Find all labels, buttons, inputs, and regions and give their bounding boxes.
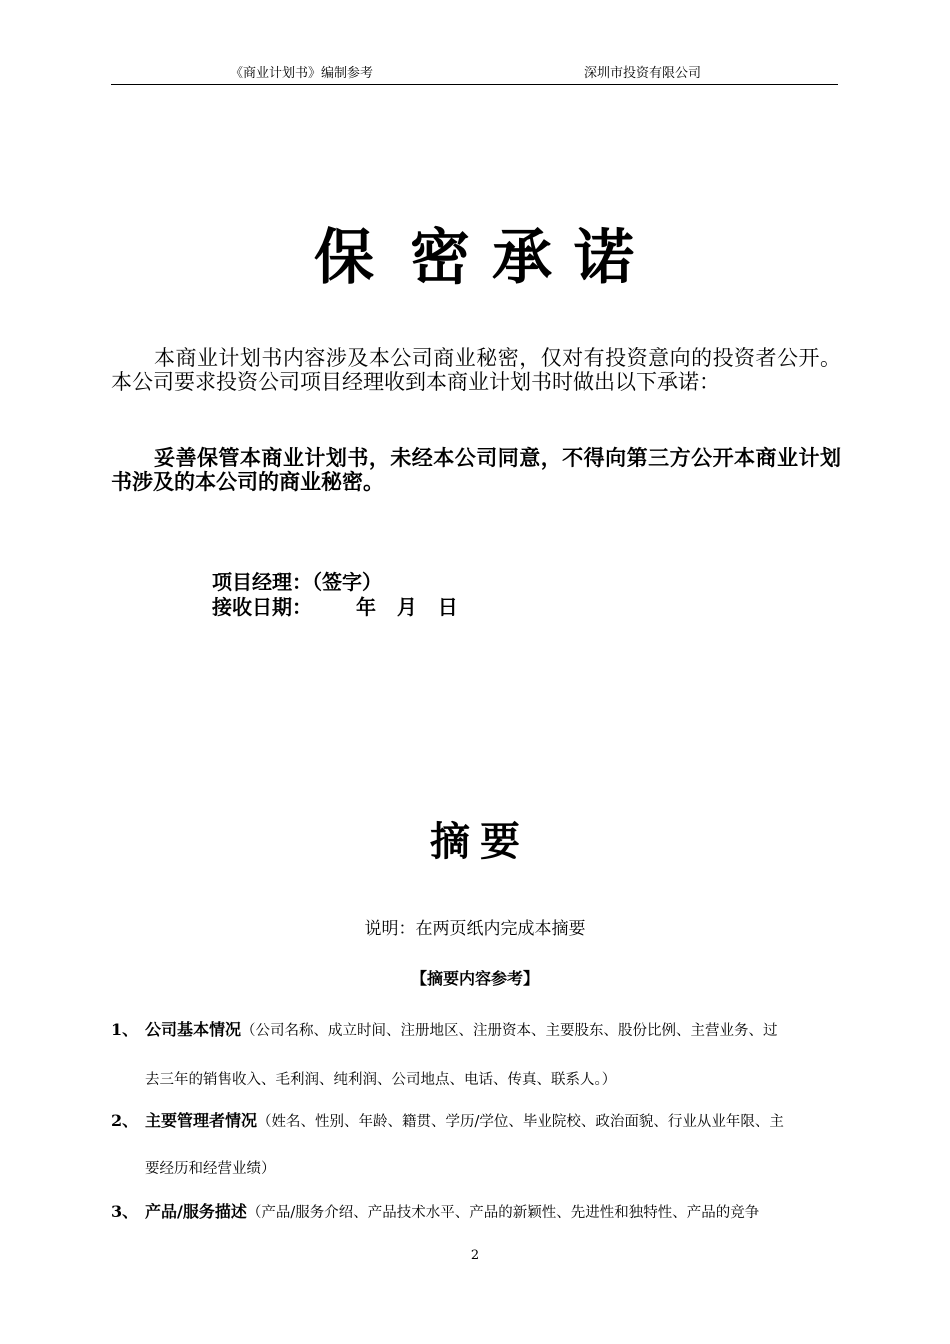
title-char: 密 <box>410 223 472 293</box>
list-item-detail: （公司名称、成立时间、注册地区、注册资本、主要股东、股份比例、主营业务、过 <box>241 1023 778 1039</box>
header-rule <box>111 84 838 85</box>
title-char: 诺 <box>574 223 636 293</box>
summary-note: 说明：在两页纸内完成本摘要 <box>364 919 586 939</box>
summary-title <box>0 814 950 870</box>
list-item-number: 1、 <box>111 1020 139 1039</box>
list-item-detail: （产品/服务介绍、产品技术水平、产品的新颖性、先进性和独特性、产品的竞争 <box>246 1205 760 1221</box>
header-left: 《商业计划书》编制参考 <box>230 66 374 81</box>
commitment-paragraph: 妥善保管本商业计划书，未经本公司同意，不得向第三方公开本商业计划书涉及的本公司的商业秘密。 <box>111 445 841 494</box>
list-item-number: 2、 <box>111 1111 139 1130</box>
list-item <box>145 1019 839 1042</box>
receive-date-value: 年 月 日 <box>356 595 458 619</box>
list-item-continuation: 去三年的销售收入、毛利润、纯利润、公司地点、电话、传真、联系人。） <box>145 1072 617 1088</box>
receive-date-label: 接收日期： <box>212 595 312 619</box>
manager-signature-line: 项目经理：（签字） <box>212 570 382 594</box>
title-char: 保 <box>314 223 376 293</box>
title-char: 承 <box>492 223 554 293</box>
list-item-continuation: 要经历和经营业绩） <box>145 1161 276 1177</box>
list-item-heading: 主要管理者情况 <box>145 1111 258 1130</box>
list-item-heading: 公司基本情况 <box>145 1020 242 1039</box>
page-number: 2 <box>470 1248 480 1263</box>
list-item <box>145 1110 839 1133</box>
list-item-detail: （姓名、性别、年龄、籍贯、学历/学位、毕业院校、政治面貌、行业从业年限、主 <box>257 1114 784 1130</box>
page-title <box>0 222 950 294</box>
confidentiality-paragraph: 本商业计划书内容涉及本公司商业秘密，仅对有投资意向的投资者公开。本公司要求投资公司项目经理收到本商业计划书时做出以下承诺： <box>111 346 841 394</box>
summary-reference-heading: 【摘要内容参考】 <box>410 969 539 988</box>
summary-title-char: 摘 <box>430 818 470 865</box>
summary-title-char: 要 <box>480 818 520 865</box>
header-right: 深圳市投资有限公司 <box>584 66 702 81</box>
list-item-number: 3、 <box>111 1202 139 1221</box>
list-item-heading: 产品/服务描述 <box>145 1202 247 1221</box>
list-item <box>145 1201 839 1224</box>
